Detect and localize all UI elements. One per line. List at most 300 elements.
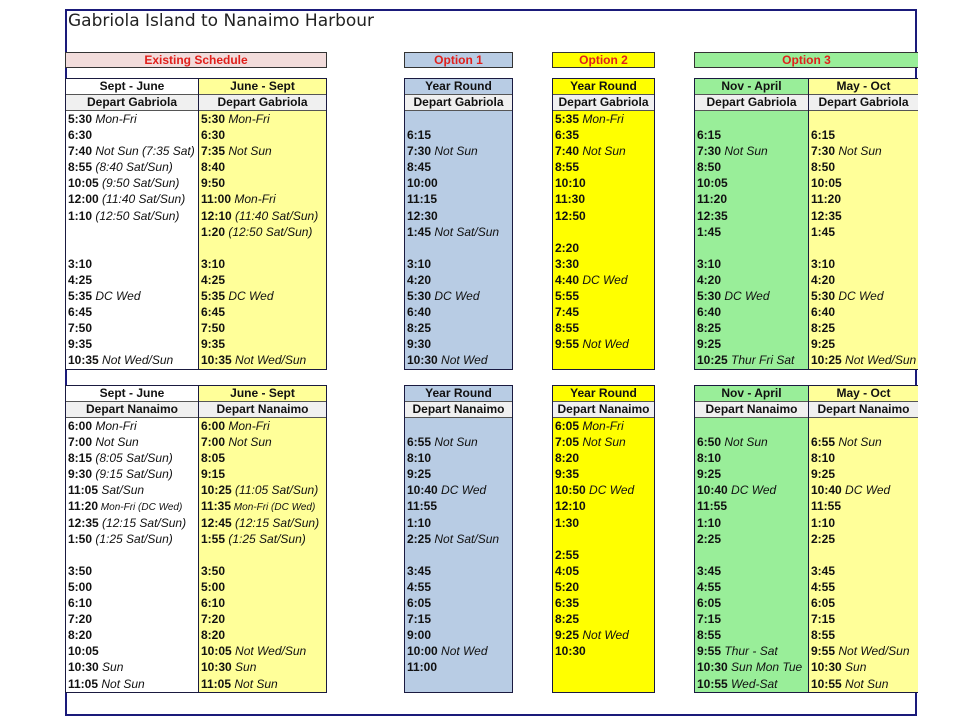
departure-time: 10:35	[201, 353, 232, 368]
departure-time: 1:10	[811, 515, 836, 530]
sailing-row	[553, 466, 654, 482]
sailing-row	[809, 482, 918, 498]
sailing-row	[66, 191, 198, 207]
page-title: Gabriola Island to Nanaimo Harbour	[68, 11, 375, 31]
departure-time: 11:55	[811, 499, 842, 514]
departure-time: 8:15	[68, 451, 93, 466]
sailing-row	[809, 418, 918, 434]
sailing-row	[405, 143, 512, 159]
direction-header: Depart Nanaimo	[199, 402, 326, 418]
sailing-row	[199, 256, 326, 272]
departure-time: 6:00	[201, 419, 226, 433]
departure-time: 8:45	[407, 160, 432, 175]
sailing-row	[405, 676, 512, 692]
sailing-row	[405, 175, 512, 191]
sailing-row	[66, 676, 198, 692]
departure-time: 10:50	[555, 483, 586, 498]
sailing-row	[199, 579, 326, 595]
sailing-note: (11:05 Sat/Sun)	[231, 483, 319, 498]
departure-time: 5:35	[201, 289, 226, 304]
departure-time: 9:30	[68, 467, 93, 482]
departure-time: 8:55	[68, 160, 93, 175]
sailing-note: Not Sun	[579, 435, 626, 450]
sailing-row	[405, 547, 512, 563]
nanaimo-departures-existing-june-sept-column	[198, 385, 327, 693]
departure-time: 7:30	[407, 144, 432, 159]
sailing-row	[199, 515, 326, 531]
departure-time: 4:55	[697, 579, 722, 594]
sailing-row	[809, 563, 918, 579]
option-2-label: Option 2	[552, 52, 655, 68]
sailing-row	[66, 143, 198, 159]
sailing-note: (12:50 Sat/Sun)	[225, 224, 313, 239]
sailing-note: Not Sun	[835, 144, 882, 159]
sailing-row	[66, 563, 198, 579]
sailing-row	[695, 272, 808, 288]
season-header: Nov - April	[695, 386, 808, 402]
direction-header: Depart Nanaimo	[809, 402, 918, 418]
sailing-row	[809, 352, 918, 368]
sailing-row	[809, 175, 918, 191]
direction-header: Depart Gabriola	[199, 95, 326, 111]
sailing-row	[695, 336, 808, 352]
departure-time: 11:30	[555, 192, 586, 207]
sailing-row	[66, 336, 198, 352]
sailing-row	[199, 418, 326, 434]
sailing-row	[695, 240, 808, 256]
sailing-note: Mon-Fri	[231, 192, 276, 207]
sailing-note: Mon-Fri (DC Wed)	[98, 502, 183, 514]
sailing-row	[199, 563, 326, 579]
departure-time: 8:55	[555, 160, 580, 175]
sailing-row	[553, 498, 654, 514]
departure-time: 3:45	[697, 563, 722, 578]
sailing-row	[695, 627, 808, 643]
sailing-note: Not Sun	[431, 144, 478, 159]
departure-time: 4:20	[407, 272, 432, 287]
departure-time: 9:15	[201, 467, 226, 482]
sailing-row	[405, 320, 512, 336]
departure-time: 8:10	[697, 451, 722, 466]
sailing-row	[199, 676, 326, 692]
departure-time: 7:30	[697, 144, 722, 159]
sailing-row	[695, 595, 808, 611]
sailing-row	[809, 256, 918, 272]
sailing-row	[66, 352, 198, 368]
sailing-note: (11:40 Sat/Sun)	[231, 208, 319, 223]
sailing-row	[405, 224, 512, 240]
sailing-row	[553, 579, 654, 595]
departure-time: 11:55	[407, 499, 438, 514]
departure-time: 5:35	[68, 289, 93, 304]
departure-time: 10:40	[407, 483, 438, 498]
gabriola-departures-option-2-year-round-column	[552, 78, 655, 370]
departure-time: 12:35	[697, 208, 728, 223]
sailing-row	[405, 159, 512, 175]
season-header: Year Round	[553, 386, 654, 402]
sailing-note: DC Wed	[721, 289, 770, 304]
departure-time: 9:50	[201, 176, 226, 191]
sailing-row	[695, 659, 808, 675]
sailing-row	[405, 191, 512, 207]
sailing-row	[809, 143, 918, 159]
sailing-row	[199, 143, 326, 159]
sailing-row	[809, 336, 918, 352]
sailing-row	[405, 579, 512, 595]
sailing-note: Not Wed/Sun	[98, 353, 174, 368]
sailing-row	[405, 418, 512, 434]
departure-time: 11:00	[201, 192, 232, 207]
sailing-row	[695, 563, 808, 579]
sailing-note: (1:25 Sat/Sun)	[225, 531, 306, 546]
sailing-row	[66, 515, 198, 531]
sailing-note: Mon-Fri	[92, 112, 137, 126]
sailing-row	[199, 336, 326, 352]
sailing-note: (8:40 Sat/Sun)	[92, 160, 173, 175]
departure-time: 10:30	[407, 353, 438, 368]
sailing-note: Not Sat/Sun	[431, 531, 500, 546]
sailing-row	[553, 611, 654, 627]
sailing-note: Thur - Sat	[721, 644, 778, 659]
departure-time: 8:55	[811, 628, 836, 643]
departure-time: 7:50	[201, 321, 226, 336]
departure-time: 12:10	[201, 208, 232, 223]
departure-time: 9:25	[407, 467, 432, 482]
departure-time: 10:40	[697, 483, 728, 498]
sailing-row	[66, 611, 198, 627]
departure-time: 5:30	[68, 112, 93, 126]
departure-time: 5:30	[697, 289, 722, 304]
sailing-row	[66, 256, 198, 272]
departure-time: 9:00	[407, 628, 432, 643]
departure-time: 11:15	[407, 192, 438, 207]
nanaimo-departures-existing-sept-june-column	[65, 385, 199, 693]
sailing-row	[553, 450, 654, 466]
sailing-row	[405, 466, 512, 482]
option-1-label: Option 1	[404, 52, 513, 68]
sailing-row	[809, 466, 918, 482]
departure-time: 10:30	[811, 660, 842, 675]
direction-header: Depart Gabriola	[553, 95, 654, 111]
departure-time: 12:00	[68, 192, 99, 207]
departure-time: 4:20	[697, 272, 722, 287]
sailing-note: (11:40 Sat/Sun)	[98, 192, 186, 207]
direction-header: Depart Nanaimo	[405, 402, 512, 418]
sailing-row	[405, 515, 512, 531]
sailing-row	[809, 515, 918, 531]
sailing-row	[695, 256, 808, 272]
departure-time: 3:30	[555, 256, 580, 271]
sailing-row	[809, 531, 918, 547]
sailing-note: Not Sun	[835, 435, 882, 450]
departure-time: 9:35	[201, 337, 226, 352]
sailing-row	[405, 256, 512, 272]
departure-time: 6:55	[811, 435, 836, 450]
sailing-row	[553, 127, 654, 143]
sailing-note: Not Sun	[431, 435, 478, 450]
gabriola-departures-option-3-nov-april-column	[694, 78, 809, 370]
sailing-note: Not Wed/Sun	[231, 644, 307, 659]
sailing-note: Sun	[98, 660, 124, 675]
sailing-note: Not Wed	[579, 628, 629, 643]
sailing-row	[66, 240, 198, 256]
sailing-row	[695, 191, 808, 207]
sailing-row	[695, 143, 808, 159]
sailing-row	[553, 531, 654, 547]
sailing-row	[199, 547, 326, 563]
departure-time: 8:25	[697, 321, 722, 336]
sailing-row	[553, 515, 654, 531]
season-header: Sept - June	[66, 386, 198, 402]
sailing-row	[405, 304, 512, 320]
sailing-row	[66, 531, 198, 547]
departure-time: 6:15	[811, 128, 836, 143]
nanaimo-departures-option-2-year-round-column	[552, 385, 655, 693]
sailing-row	[199, 272, 326, 288]
departure-time: 10:25	[811, 353, 842, 368]
departure-time: 11:05	[68, 676, 99, 691]
departure-time: 10:05	[68, 176, 99, 191]
sailing-note: Not Wed/Sun	[835, 644, 910, 659]
sailing-row	[553, 627, 654, 643]
sailing-row	[809, 320, 918, 336]
departure-time: 6:35	[555, 128, 580, 143]
sailing-row	[553, 336, 654, 352]
sailing-row	[405, 627, 512, 643]
departure-time: 7:30	[811, 144, 836, 159]
departure-time: 5:30	[201, 112, 226, 126]
sailing-row	[553, 659, 654, 675]
departure-time: 6:05	[697, 596, 722, 611]
sailing-row	[695, 676, 808, 692]
existing-schedule-label: Existing Schedule	[65, 52, 327, 68]
sailing-row	[809, 224, 918, 240]
sailing-row	[809, 676, 918, 692]
departure-time: 3:10	[811, 256, 836, 271]
sailing-row	[405, 450, 512, 466]
departure-time: 2:20	[555, 240, 580, 255]
departure-time: 6:35	[555, 596, 580, 611]
sailing-note: Mon-Fri	[225, 419, 270, 433]
season-header: Year Round	[405, 79, 512, 95]
sailing-row	[809, 611, 918, 627]
sailing-row	[553, 175, 654, 191]
sailing-row	[809, 127, 918, 143]
departure-time: 1:55	[201, 531, 226, 546]
sailing-row	[695, 450, 808, 466]
sailing-note: Sun	[841, 660, 867, 675]
departure-time: 9:55	[811, 644, 836, 659]
departure-time: 8:50	[697, 160, 722, 175]
departure-time: 7:40	[68, 144, 93, 159]
departure-time: 5:35	[555, 112, 580, 126]
departure-time: 1:10	[697, 515, 722, 530]
departure-time: 9:35	[555, 467, 580, 482]
departure-time: 6:55	[407, 435, 432, 450]
departure-time: 6:10	[201, 596, 226, 611]
sailing-row	[199, 482, 326, 498]
departure-time: 5:30	[811, 289, 836, 304]
sailing-row	[809, 450, 918, 466]
sailing-row	[405, 336, 512, 352]
departure-time: 8:05	[201, 451, 226, 466]
sailing-row	[405, 127, 512, 143]
season-header: Year Round	[405, 386, 512, 402]
sailing-note: Sat/Sun	[98, 483, 145, 498]
sailing-note: (12:50 Sat/Sun)	[92, 208, 180, 223]
sailing-row	[66, 175, 198, 191]
departure-time: 3:10	[407, 256, 432, 271]
direction-header: Depart Nanaimo	[66, 402, 198, 418]
sailing-row	[553, 304, 654, 320]
sailing-row	[405, 434, 512, 450]
sailing-row	[553, 224, 654, 240]
sailing-row	[199, 175, 326, 191]
departure-time: 8:50	[811, 160, 836, 175]
sailing-row	[553, 240, 654, 256]
departure-time: 6:05	[555, 419, 580, 433]
gabriola-departures-option-3-may-oct-column	[808, 78, 918, 370]
sailing-row	[809, 498, 918, 514]
sailing-row	[199, 240, 326, 256]
sailing-row	[809, 595, 918, 611]
departure-time: 6:50	[697, 435, 722, 450]
departure-time: 11:05	[201, 676, 232, 691]
sailing-note: Mon-Fri	[225, 112, 270, 126]
departure-time: 11:20	[697, 192, 728, 207]
sailing-note: DC Wed	[225, 289, 274, 304]
sailing-row	[66, 482, 198, 498]
sailing-row	[405, 531, 512, 547]
departure-time: 9:25	[697, 337, 722, 352]
sailing-note: Mon-Fri	[579, 419, 624, 433]
gabriola-departures-existing-june-sept-column	[198, 78, 327, 370]
departure-time: 7:05	[555, 435, 580, 450]
sailing-note: Not Sun	[231, 676, 278, 691]
gabriola-departures-option-1-year-round-column	[404, 78, 513, 370]
sailing-row	[695, 498, 808, 514]
sailing-note: (8:05 Sat/Sun)	[92, 451, 173, 466]
sailing-row	[199, 208, 326, 224]
departure-time: 6:05	[407, 596, 432, 611]
sailing-note: Not Sun	[579, 144, 626, 159]
departure-time: 4:25	[201, 272, 226, 287]
sailing-row	[553, 676, 654, 692]
sailing-row	[809, 159, 918, 175]
sailing-row	[809, 208, 918, 224]
departure-time: 6:10	[68, 596, 93, 611]
sailing-row	[405, 352, 512, 368]
sailing-row	[695, 224, 808, 240]
sailing-row	[405, 482, 512, 498]
departure-time: 8:55	[555, 321, 580, 336]
sailing-row	[199, 611, 326, 627]
departure-time: 6:40	[407, 305, 432, 320]
departure-time: 9:55	[697, 644, 722, 659]
sailing-row	[695, 127, 808, 143]
sailing-row	[405, 272, 512, 288]
departure-time: 12:35	[68, 515, 99, 530]
departure-time: 3:50	[68, 563, 93, 578]
departure-time: 9:55	[555, 337, 580, 352]
departure-time: 11:20	[68, 499, 99, 514]
sailing-row	[809, 547, 918, 563]
sailing-row	[809, 111, 918, 127]
departure-time: 4:20	[811, 272, 836, 287]
sailing-note: DC Wed	[579, 272, 628, 287]
departure-time: 11:05	[68, 483, 99, 498]
sailing-row	[66, 547, 198, 563]
sailing-note: Mon-Fri	[579, 112, 624, 126]
sailing-row	[66, 320, 198, 336]
departure-time: 8:25	[811, 321, 836, 336]
sailing-row	[553, 352, 654, 368]
departure-time: 7:00	[201, 435, 226, 450]
departure-time: 4:55	[811, 579, 836, 594]
sailing-row	[66, 224, 198, 240]
sailing-row	[809, 240, 918, 256]
sailing-note: Not Wed	[579, 337, 629, 352]
gabriola-departures-existing-sept-june-column	[65, 78, 199, 370]
departure-time: 5:30	[407, 289, 432, 304]
sailing-row	[66, 498, 198, 514]
departure-time: 7:20	[201, 612, 226, 627]
sailing-row	[809, 191, 918, 207]
sailing-row	[199, 127, 326, 143]
departure-time: 2:25	[811, 531, 836, 546]
departure-time: 10:55	[697, 676, 728, 691]
departure-time: 7:15	[697, 612, 722, 627]
sailing-row	[199, 191, 326, 207]
sailing-row	[66, 272, 198, 288]
sailing-row	[405, 563, 512, 579]
sailing-row	[553, 159, 654, 175]
sailing-row	[66, 450, 198, 466]
sailing-row	[695, 159, 808, 175]
departure-time: 5:55	[555, 289, 580, 304]
sailing-note: DC Wed	[431, 289, 480, 304]
sailing-row	[553, 191, 654, 207]
nanaimo-departures-option-3-may-oct-column	[808, 385, 918, 693]
sailing-row	[695, 352, 808, 368]
departure-time: 10:00	[407, 176, 438, 191]
sailing-row	[66, 627, 198, 643]
departure-time: 9:30	[407, 337, 432, 352]
sailing-note: Not Sun (7:35 Sat)	[92, 144, 195, 159]
departure-time: 7:40	[555, 144, 580, 159]
departure-time: 10:30	[555, 644, 586, 659]
departure-time: 7:20	[68, 612, 93, 627]
sailing-row	[553, 272, 654, 288]
departure-time: 7:50	[68, 321, 93, 336]
sailing-row	[695, 547, 808, 563]
sailing-note: Not Sun	[721, 435, 768, 450]
departure-time: 4:40	[555, 272, 580, 287]
sailing-note: DC Wed	[437, 483, 487, 498]
sailing-note: Sun	[231, 660, 257, 675]
sailing-row	[405, 611, 512, 627]
sailing-row	[199, 159, 326, 175]
sailing-row	[405, 111, 512, 127]
departure-time: 1:45	[407, 224, 432, 239]
departure-time: 12:45	[201, 515, 232, 530]
sailing-row	[405, 208, 512, 224]
departure-time: 10:05	[697, 176, 728, 191]
sailing-row	[809, 434, 918, 450]
season-header: June - Sept	[199, 79, 326, 95]
sailing-row	[66, 288, 198, 304]
sailing-row	[405, 288, 512, 304]
